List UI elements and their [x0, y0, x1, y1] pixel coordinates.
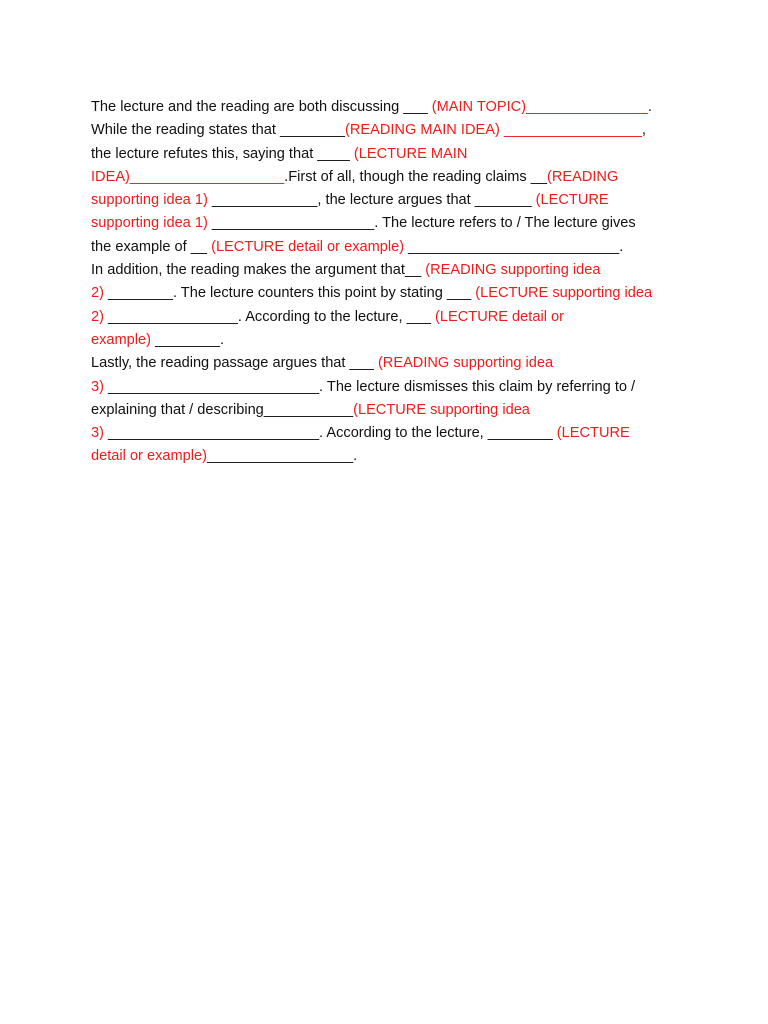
template-text: . [647, 99, 652, 115]
placeholder-prompt: IDEA)___________________ [91, 168, 285, 185]
placeholder-prompt: (LECTURE supporting idea [353, 401, 530, 418]
text-line [91, 422, 691, 445]
placeholder-prompt: supporting idea 1) [91, 192, 212, 209]
placeholder-prompt: example) [91, 331, 156, 348]
template-text: ________________. According to the lecture, ___ [108, 308, 436, 325]
text-line [91, 96, 691, 119]
placeholder-prompt: 2) [91, 285, 109, 302]
placeholder-prompt: (READING supporting idea [377, 355, 554, 372]
placeholder-prompt: 3) [91, 378, 109, 395]
text-line [91, 329, 691, 352]
text-line [91, 376, 691, 399]
placeholder-prompt: (READING [546, 168, 619, 185]
placeholder-prompt: (MAIN TOPIC)_______________ [431, 99, 648, 115]
template-text: __________________________. According to the lecture, ________ [108, 425, 557, 442]
template-text: _____________, the lecture argues that _______ [211, 192, 536, 209]
template-text: ____________________. The lecture refers to / The lecture gives [211, 215, 636, 232]
template-text: .First of all, though the reading claims __ [284, 168, 547, 185]
placeholder-prompt: 3) [91, 425, 109, 442]
template-text: explaining that / describing___________ [91, 401, 354, 418]
text-line [91, 166, 691, 189]
placeholder-prompt: (LECTURE [535, 192, 609, 209]
text-line [91, 445, 691, 468]
template-text: While the reading states that ________ [91, 122, 345, 139]
template-text: Lastly, the reading passage argues that ___ [91, 355, 378, 372]
placeholder-prompt: (LECTURE [556, 425, 630, 442]
placeholder-prompt: supporting idea 1) [91, 215, 212, 232]
text-line [91, 189, 691, 212]
placeholder-prompt: 2) [91, 308, 109, 325]
text-line [91, 399, 691, 422]
template-text: __________________________. [404, 238, 624, 255]
text-line [91, 352, 691, 375]
template-text: , [641, 122, 646, 139]
essay-template-text [91, 96, 691, 469]
text-line [91, 143, 691, 166]
placeholder-prompt: (LECTURE MAIN [353, 145, 468, 162]
template-text: In addition, the reading makes the argument that__ [91, 262, 426, 279]
placeholder-prompt: (READING supporting idea [425, 262, 601, 279]
text-line [91, 236, 691, 259]
text-line [91, 306, 691, 329]
template-text: The lecture and the reading are both discussing ___ [91, 99, 432, 115]
text-line [91, 212, 691, 235]
placeholder-prompt: (LECTURE supporting idea [475, 285, 653, 302]
template-text: the lecture refutes this, saying that ____ [91, 145, 354, 162]
template-text: __________________. [207, 448, 358, 465]
template-text: ________. The lecture counters this point by stating ___ [108, 285, 476, 302]
placeholder-prompt: detail or example) [91, 448, 207, 465]
placeholder-prompt: (LECTURE detail or [435, 308, 564, 325]
template-text: the example of __ [91, 238, 212, 255]
text-line [91, 259, 691, 282]
template-text: __________________________. The lecture dismisses this claim by referring to / [108, 378, 636, 395]
placeholder-prompt: (READING MAIN IDEA) _________________ [344, 122, 642, 139]
text-line [91, 282, 691, 305]
template-text: ________. [155, 331, 225, 348]
text-line [91, 119, 691, 142]
placeholder-prompt: (LECTURE detail or example) [211, 238, 405, 255]
